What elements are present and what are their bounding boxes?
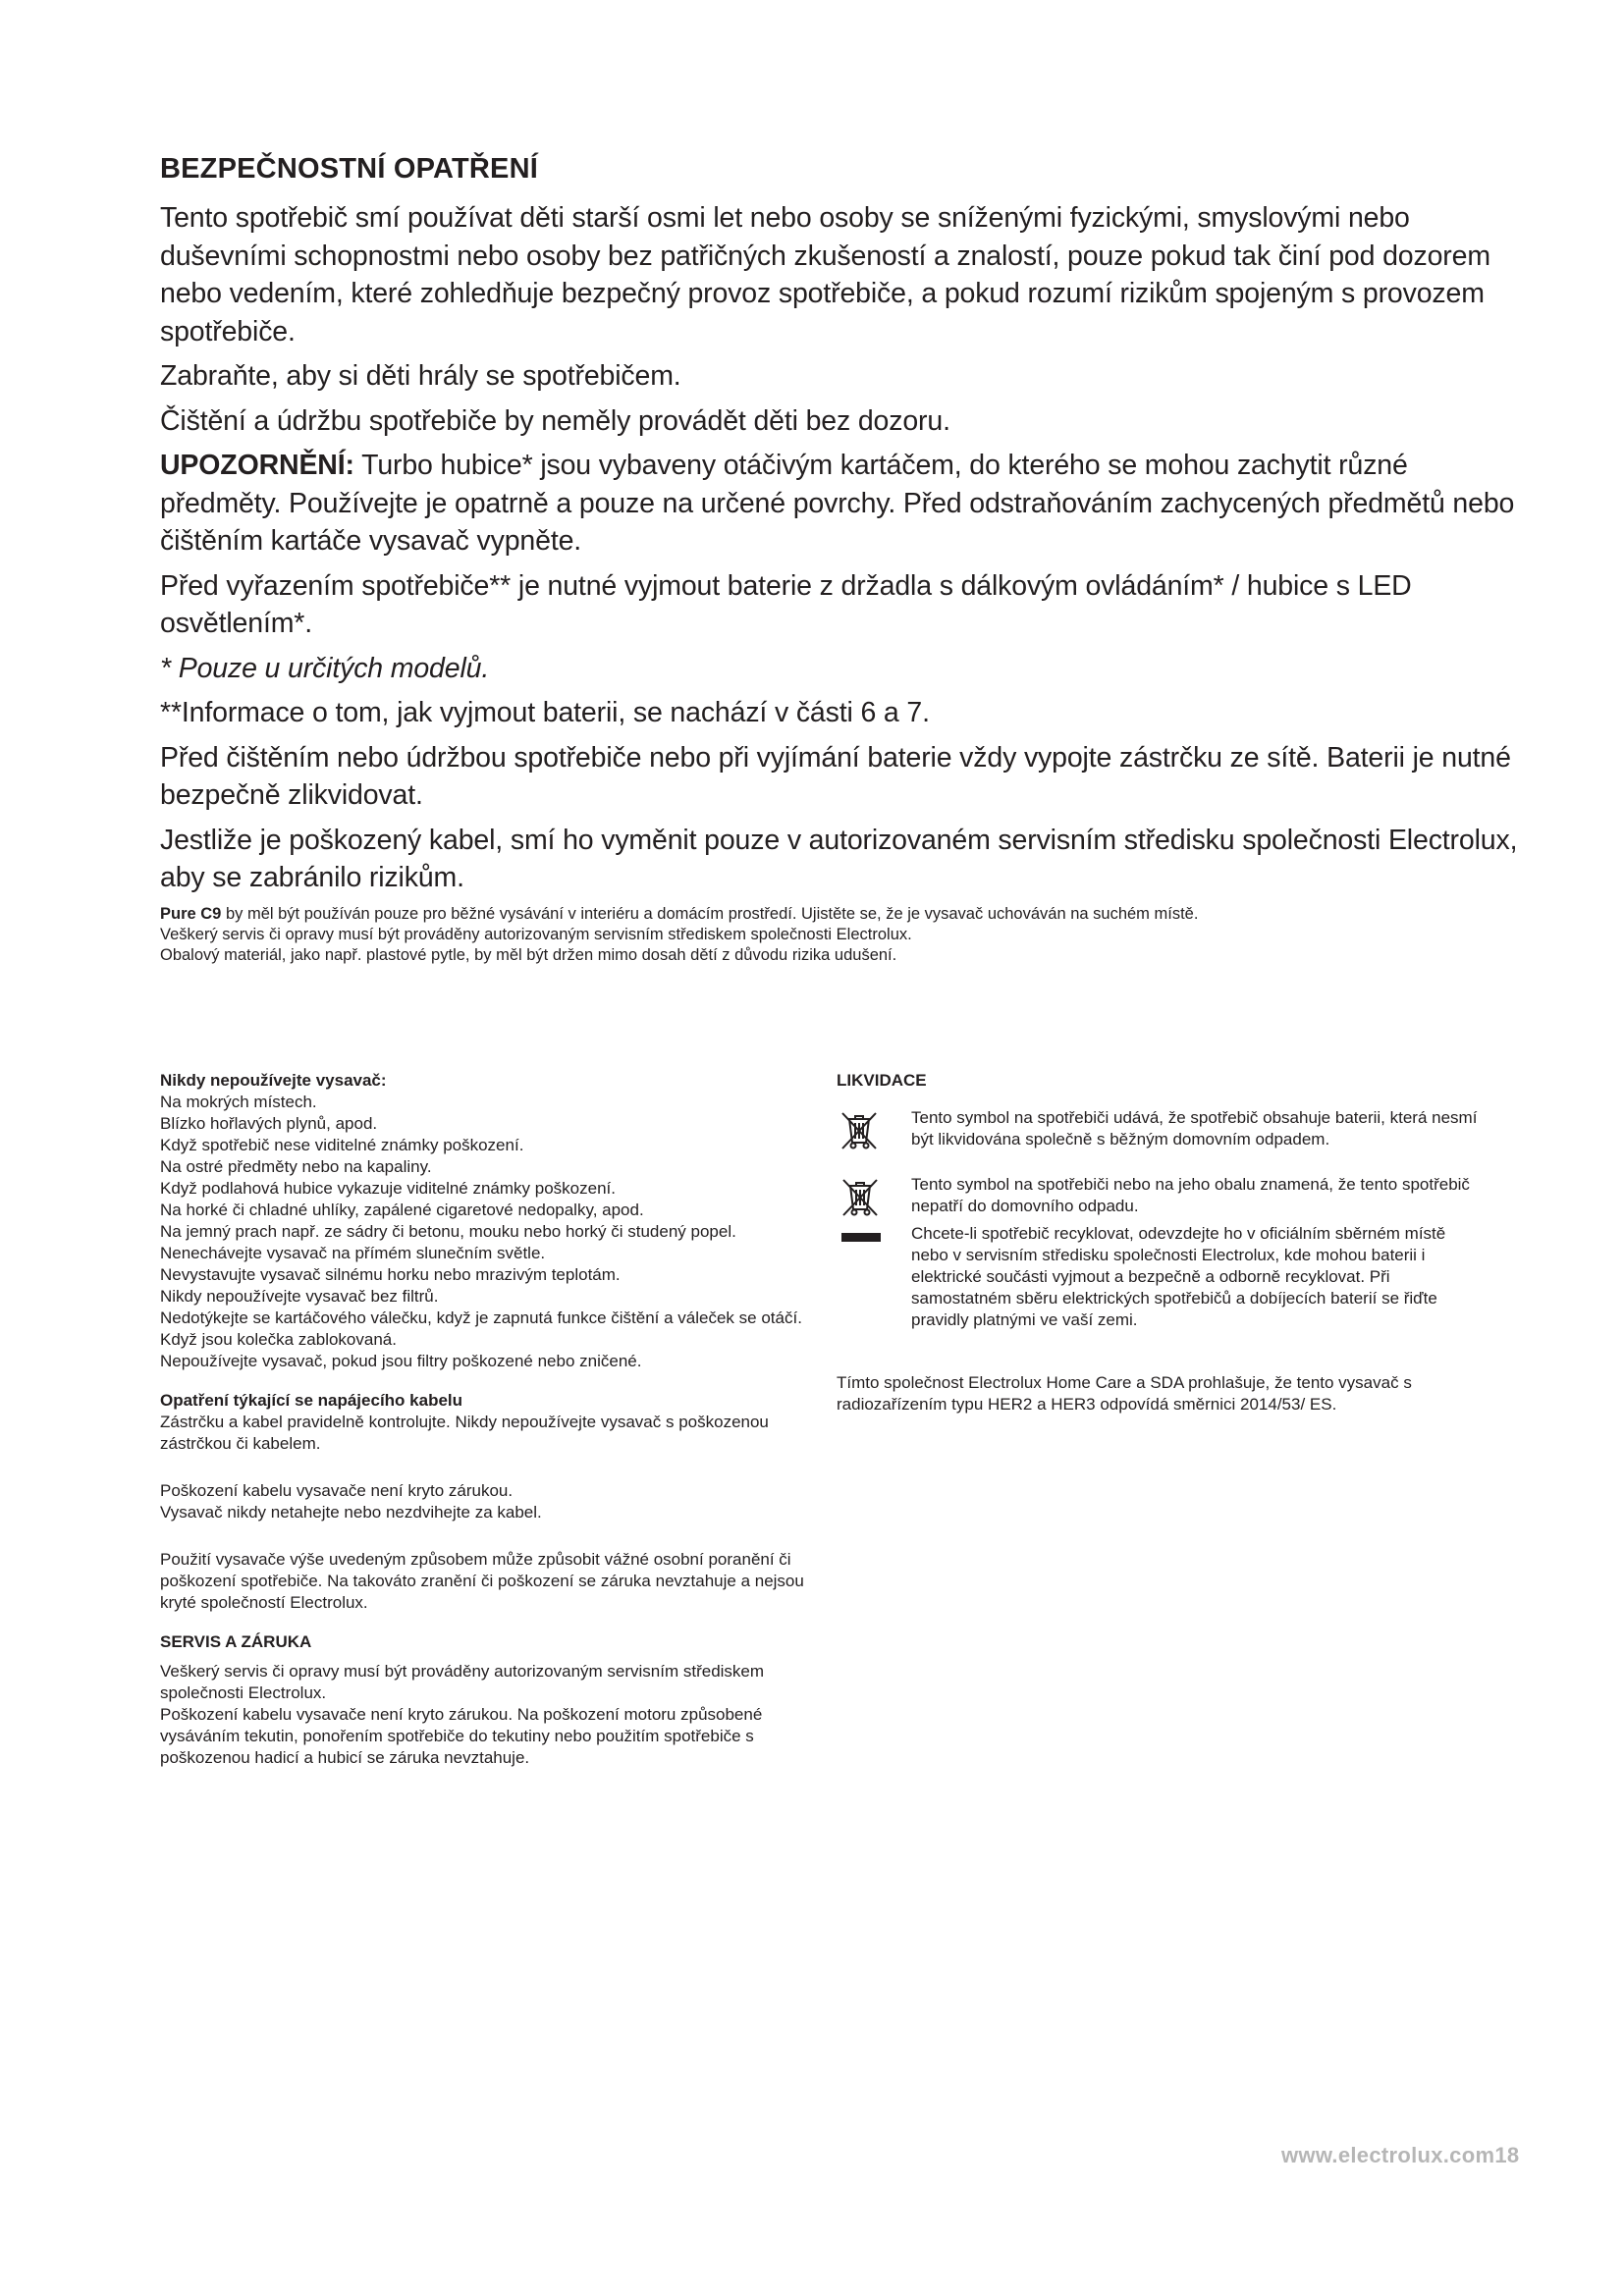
list-item: Když spotřebič nese viditelné známky poškození. <box>160 1136 524 1154</box>
cable-paragraph: Zástrčku a kabel pravidelně kontrolujte. Nikdy nepoužívejte vysavač s poškozenou zástrčkou či kabelem. <box>160 1413 769 1453</box>
never-use-title: Nikdy nepoužívejte vysavač: <box>160 1071 387 1090</box>
list-item: Nenechávejte vysavač na přímém slunečním světle. <box>160 1244 546 1262</box>
warning-paragraph <box>160 447 1525 561</box>
models-note: * Pouze u určitých modelů. <box>160 652 490 684</box>
left-column <box>160 1070 808 1769</box>
list-item: Na horké či chladné uhlíky, zapálené cigaretové nedopalky, apod. <box>160 1201 644 1219</box>
cable-paragraph: Poškození kabelu vysavače není kryto zárukou. <box>160 1481 514 1500</box>
safety-paragraph: Tento spotřebič smí používat děti starší osmi let nebo osoby se sníženými fyzickými, smyslovými nebo duševními schopnostmi nebo osoby bez patřičných zkušeností a znalostí, pouze pokud tak činí pod dozorem nebo vedením, které zohledňuje bezpečný provoz spotřebiče, a pokud rozumí rizikům spojeným s provozem spotřebiče. <box>160 202 1490 347</box>
list-item: Na jemný prach např. ze sádry či betonu, mouku nebo horký či studený popel. <box>160 1222 736 1241</box>
safety-paragraph: Čištění a údržbu spotřebiče by neměly provádět děti bez dozoru. <box>160 404 950 437</box>
list-item: Nedotýkejte se kartáčového válečku, když je zapnutá funkce čištění a váleček se otáčí. <box>160 1308 802 1327</box>
cable-title: Opatření týkající se napájecího kabelu <box>160 1391 463 1410</box>
small-note: Veškerý servis či opravy musí být prováděny autorizovaným servisním střediskem společnosti Electrolux. <box>160 925 912 943</box>
safety-section <box>160 153 1525 966</box>
safety-paragraph: Zabraňte, aby si děti hrály se spotřebičem. <box>160 360 681 392</box>
footer-url: www.electrolux.com <box>1281 2143 1495 2167</box>
disposal-title: LIKVIDACE <box>837 1071 927 1090</box>
disposal-paragraph: Chcete-li spotřebič recyklovat, odevzdejte ho v oficiálním sběrném místě nebo v servisním středisku společnosti Electrolux, kde mohou baterii i elektrické součásti vyjmout a bezpečně a odborně recyklovat. Při samostatném sběru elektrických spotřebičů a dobíjecích baterií se řiďte pravidly platnými ve vaší zemi. <box>911 1224 1446 1329</box>
warning-text: Turbo hubice* jsou vybaveny otáčivým kartáčem, do kterého se mohou zachytit různé předměty. Používejte je opatrně a pouze na určené povrchy. Před odstraňováním zachycených předmětů nebo čištěním kartáče vysavač vypněte. <box>160 450 1515 557</box>
list-item: Nikdy nepoužívejte vysavač bez filtrů. <box>160 1287 439 1306</box>
disposal-paragraph: Tento symbol na spotřebiči nebo na jeho obalu znamená, že tento spotřebič nepatří do domovního odpadu. <box>911 1175 1470 1215</box>
safety-paragraph: Před čištěním nebo údržbou spotřebiče nebo při vyjímání baterie vždy vypojte zástrčku ze sítě. Baterii je nutné bezpečně zlikvidovat. <box>160 741 1511 811</box>
small-note: Pure C9 by měl být používán pouze pro běžné vysávání v interiéru a domácím prostředí. Ujistěte se, že je vysavač uchováván na suchém místě. <box>160 904 1199 923</box>
disposal-item-battery <box>837 1107 1485 1158</box>
safety-title: BEZPEČNOSTNÍ OPATŘENÍ <box>160 153 538 185</box>
never-use-list <box>160 1092 808 1372</box>
list-item: Když jsou kolečka zablokovaná. <box>160 1330 397 1349</box>
model-name: Pure C9 <box>160 904 222 923</box>
list-item: Na mokrých místech. <box>160 1093 317 1111</box>
service-paragraph: Poškození kabelu vysavače není kryto zárukou. Na poškození motoru způsobené vysáváním tekutin, ponořením spotřebiče do tekutiny nebo použitím spotřebiče s poškozenou hadicí a hubicí se záruka nevztahuje. <box>160 1705 763 1767</box>
disposal-paragraph: Tento symbol na spotřebiči udává, že spotřebič obsahuje baterii, která nesmí být likvidována společně s běžným domovním odpadem. <box>911 1108 1478 1148</box>
safety-paragraph: Jestliže je poškozený kabel, smí ho vyměnit pouze v autorizovaném servisním středisku společnosti Electrolux, aby se zabránilo rizikům. <box>160 824 1518 893</box>
service-title: SERVIS A ZÁRUKA <box>160 1632 312 1651</box>
crossed-out-bin-bar-icon <box>837 1174 911 1337</box>
cable-paragraph: Vysavač nikdy netahejte nebo nezdvihejte za kabel. <box>160 1503 542 1522</box>
list-item: Na ostré předměty nebo na kapaliny. <box>160 1157 432 1176</box>
list-item: Když podlahová hubice vykazuje viditelné známky poškození. <box>160 1179 616 1198</box>
safety-small-notes <box>160 904 1525 966</box>
right-column <box>837 1070 1485 1432</box>
crossed-out-bin-icon <box>837 1107 911 1158</box>
service-paragraph: Veškerý servis či opravy musí být prováděny autorizovaným servisním střediskem společnosti Electrolux. <box>160 1662 765 1702</box>
conformity-declaration: Tímto společnost Electrolux Home Care a SDA prohlašuje, že tento vysavač s radiozařízením typu HER2 a HER3 odpovídá směrnici 2014/53/ ES. <box>837 1373 1412 1414</box>
list-item: Nepoužívejte vysavač, pokud jsou filtry poškozené nebo zničené. <box>160 1352 642 1370</box>
list-item: Nevystavujte vysavač silnému horku nebo mrazivým teplotám. <box>160 1265 621 1284</box>
safety-paragraph: Před vyřazením spotřebiče** je nutné vyjmout baterie z držadla s dálkovým ovládáním* / hubice s LED osvětlením*. <box>160 569 1412 639</box>
page-number: 18 <box>1494 2143 1520 2167</box>
list-item: Blízko hořlavých plynů, apod. <box>160 1114 378 1133</box>
small-note: Obalový materiál, jako např. plastové pytle, by měl být držen mimo dosah dětí z důvodu rizika udušení. <box>160 945 897 964</box>
safety-paragraph: **Informace o tom, jak vyjmout baterii, se nachází v části 6 a 7. <box>160 697 930 728</box>
page-footer <box>1281 2143 1519 2168</box>
cable-paragraph: Použití vysavače výše uvedeným způsobem může způsobit vážné osobní poranění či poškození spotřebiče. Na takováto zranění či poškození se záruka nevztahuje a nejsou kryté společností Electrolux. <box>160 1550 804 1612</box>
warning-label: UPOZORNĚNÍ: <box>160 450 354 481</box>
disposal-item-appliance <box>837 1174 1485 1337</box>
